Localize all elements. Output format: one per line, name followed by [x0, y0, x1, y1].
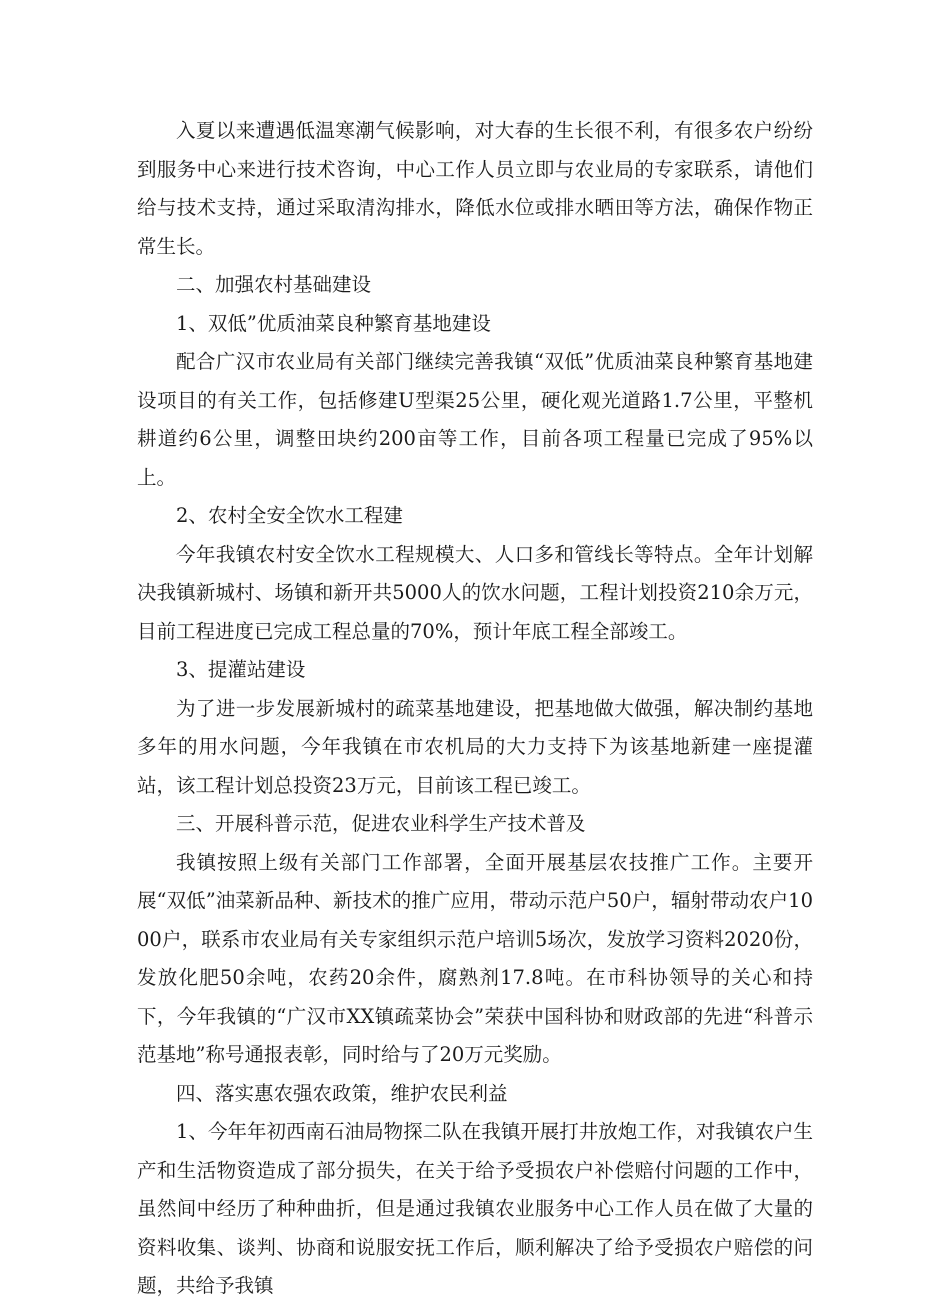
subheading-rapeseed-base: 1、双低”优质油菜良种繁育基地建设 [176, 311, 491, 335]
paragraph-pump-station: 为了进一步发展新城村的疏菜基地建设，把基地做大做强，解决制约基地多年的用水问题，今年我镇在市农机局的大力支持下为该基地新建一座提灌站，该工程计划总投资23万元，目前该工程已竣工。 [137, 696, 813, 797]
section-heading-science-demo: 三、开展科普示范，促进农业科学生产技术普及 [176, 812, 586, 835]
subheading-drinking-water: 2、农村全安全饮水工程建 [176, 504, 403, 527]
paragraph-drinking-water: 今年我镇农村安全饮水工程规模大、人口多和管线长等特点。全年计划解决我镇新城村、场镇和新开共5000人的饮水问题，工程计划投资210余万元，目前工程进度已完成工程总量的70%，预计年底工程全部竣工。 [137, 542, 813, 643]
section-heading-infrastructure: 二、加强农村基础建设 [176, 273, 372, 296]
paragraph-science-demo: 我镇按照上级有关部门工作部署，全面开展基层农技推广工作。主要开展“双低”油菜新品种、新技术的推广应用，带动示范户50户，辐射带动农户1000户，联系市农业局有关专家组织示范户培训5场次，发放学习资料2020份，发放化肥50余吨，农药20余件，腐熟剂17.8吨。在市科协领导的关心和持下，今年我镇的“广汉市XX镇疏菜协会”荣获中国科协和财政部的先进“科普示范基地”称号通报表彰，同时给与了20万元奖励。 [137, 850, 813, 1066]
subheading-pump-station: 3、提灌站建设 [176, 658, 306, 681]
paragraph-rapeseed-base: 配合广汉市农业局有关部门继续完善我镇“双低”优质油菜良种繁育基地建设项目的有关工作，包括修建U型渠25公里，硬化观光道路1.7公里，平整机耕道约6公里，调整田块约200亩等工作，目前各项工程量已完成了95%以上。 [137, 350, 813, 489]
section-heading-policy: 四、落实惠农强农政策，维护农民利益 [176, 1081, 508, 1105]
document-body [137, 112, 813, 1306]
paragraph-weather-impact: 入夏以来遭遇低温寒潮气候影响，对大春的生长很不利，有很多农户纷纷到服务中心来进行技术咨询，中心工作人员立即与农业局的专家联系，请他们给与技术支持，通过采取清沟排水，降低水位或排水晒田等方法，确保作物正常生长。 [137, 119, 813, 258]
paragraph-compensation: 1、今年年初西南石油局物探二队在我镇开展打井放炮工作，对我镇农户生产和生活物资造成了部分损失，在关于给予受损农户补偿赔付问题的工作中，虽然间中经历了种种曲折，但是通过我镇农业服务中心工作人员在做了大量的资料收集、谈判、协商和说服安抚工作后，顺利解决了给予受损农户赔偿的问题，共给予我镇 [137, 1120, 813, 1297]
